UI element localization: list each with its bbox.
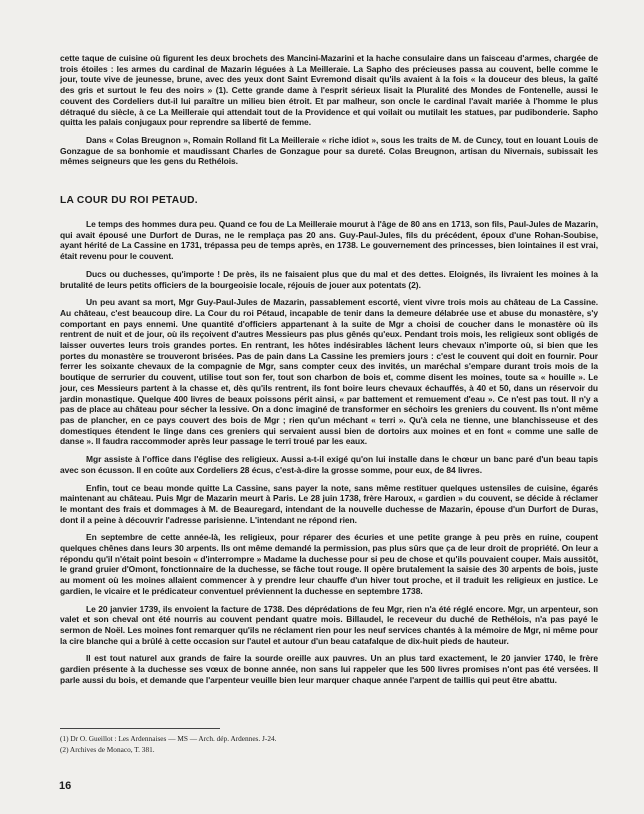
paragraph: Dans « Colas Breugnon », Romain Rolland fit La Meilleraie « riche idiot », sous les traits de M. de Cuncy, tout en louant Louis de Gonzague de sa bonhomie et maudissant Charles de Gonzague pour sa dureté. Colas Breugnon, artisan du Nivernais, subissait les mêmes seigneurs que les gens du Rethélois.	[60, 134, 598, 167]
paragraph: cette taque de cuisine où figurent les deux brochets des Mancini-Mazarini et la hache consulaire dans un faisceau d'armes, chargée de trois étoiles : les armes du cardinal de Mazarin léguées à La Meilleraie. La Sapho des précieuses passa au couvent, belle comme le jour, toute vive de jeunesse, brune, avec des yeux dont Saint Evremond disait qu'ils avaient à la fois « la douceur des bleus, la gaîté des gris et surtout le feu des noirs » (1). Cette grande dame à l'esprit sérieux lisait la Pluralité des Mondes de Fontenelle, aussi le couvent des Cordeliers dut-il lui paraître un milieu bien étroit. Et par malheur, son oncle le cardinal l'avait mariée à l'homme le plus détraqué du siècle, à ce La Meilleraie qui attendait tout de la Providence et qui voilait ou mutilait les statues, par pudibonderie. Sapho quitta les palais conjugaux pour reprendre sa liberté de femme.	[60, 53, 598, 128]
footnote: (2) Archives de Monaco, T. 381.	[60, 744, 155, 754]
paragraph: Il est tout naturel aux grands de faire la sourde oreille aux pauvres. Un an plus tard exactement, le 20 janvier 1740, le frère gardien présente à la duchesse ses vœux de bonne année, non sans lui rappeler que les 500 livres promises n'ont pas été versées. Il parle aussi du bois, et demande que l'arpenteur veuille bien leur marquer chaque année l'arpent de taillis qui peut être abattu.	[60, 653, 598, 685]
section-title: LA COUR DU ROI PETAUD.	[60, 195, 198, 207]
paragraph: Mgr assiste à l'office dans l'église des religieux. Aussi a-t-il exigé qu'on lui installe dans le chœur un banc paré d'un beau tapis avec son écusson. Il en coûte aux Cordeliers 28 écus, c'est-à-dire la grosse somme, pour eux, de 84 livres.	[60, 454, 598, 475]
footnote-divider	[60, 728, 220, 729]
paragraph: Ducs ou duchesses, qu'importe ! De près, ils ne faisaient plus que du mal et des dettes. Eloignés, ils livraient les moines à la brutalité de leurs petits officiers de la bourgeoisie locale, réjouis de jouer aux potentats (2).	[60, 268, 598, 290]
paragraph: En septembre de cette année-là, les religieux, pour réparer des écuries et une petite grange à peu près en ruine, coupent quelques chênes dans leurs 30 arpents. Ils ont même demandé la permission, pas plus sûrs que ça de leur droit de propriété. On leur a répondu qu'il n'était point besoin « d'interrompre » Madame la duchesse pour si peu de chose et qu'ils pouvaient couper. Mais aussitôt, le grand gruier d'Omont, fonctionnaire de la duchesse, se fâche tout rouge. Il opère brutalement la saisie des 30 arpents de bois, juste au moment où les moines allaient commencer à y prendre leur chauffe d'un hiver tout proche, et il traduit les religieux en justice. Le gardien, le vicaire et le prédicateur conventuel préviennent la duchesse en septembre 1738.	[60, 532, 598, 596]
paragraph: Enfin, tout ce beau monde quitte La Cassine, sans payer la note, sans même restituer quelques ustensiles de cuisine, égarés maintenant au château. Puis Mgr de Mazarin meurt à Paris. Le 28 juin 1738, frère Haroux, « gardien » du couvent, se décide à réclamer le montant des frais et dommages à M. de Beauregard, intendant de la nouvelle duchesse de Mazarin, épouse d'un Durfort de Duras, dont il a peine à découvrir l'adresse parisienne. L'intendant ne répond rien.	[60, 482, 598, 525]
paragraph: Le temps des hommes dura peu. Quand ce fou de La Meilleraie mourut à l'âge de 80 ans en 1713, son fils, Paul-Jules de Mazarin, qui avait épousé une Durfort de Duras, ne le remplaça pas 20 ans. Guy-Paul-Jules, fils du précédent, époux d'une Rohan-Soubise, ayant hérité de La Cassine en 1731, trépassa peu de temps après, en 1738. Le gouvernement des princesses, bien lointaines il est vrai, était revenu pour le couvent.	[60, 219, 598, 262]
paragraph: Le 20 janvier 1739, ils envoient la facture de 1738. Des déprédations de feu Mgr, rien n'a été réglé encore. Mgr, un arpenteur, son valet et son cheval ont été nourris au couvent pendant quatre mois. Billaudel, le receveur du duché de Rethélois, n'a pas payé le sermon de Noël. Les moines font remarquer qu'ils ne réclament rien pour les neuf services chantés à la mémoire de Mgr, ni même pour la cire blanche qui a brûlé à cette occasion sur l'autel et autour d'un beau catafalque de dix-huit pieds de hauteur.	[60, 603, 598, 646]
footnotes	[60, 734, 360, 755]
footnote: (1) Dr O. Gueillot : Les Ardennaises — MS — Arch. dép. Ardennes. J-24.	[60, 734, 277, 743]
page-number: 16	[59, 780, 72, 792]
paragraph: Un peu avant sa mort, Mgr Guy-Paul-Jules de Mazarin, passablement escorté, vient vivre trois mois au château de La Cassine. Au château, c'est beaucoup dire. La Cour du roi Pétaud, incapable de tenir dans la demeure délabrée use et abuse du monastère, s'y comportant en pays ennemi. Une quantité d'officiers appartenant à la suite de Mgr a choisi de coucher dans le monastère où ils rentrent de nuit et de jour, où ils reçoivent d'autres Messieurs pas plus gênés qu'eux. Pendant trois mois, les religieux sont obligés de laisser ouvertes leurs trois grandes portes. En rentrant, les hôtes indésirables lâchent leurs chevaux n'importe où, si bien que les portes du monastère se trouveront brisées. Pas de pain dans La Cassine les premiers jours : c'est le couvent qui doit en fournir. Pour ferrer les soixante chevaux de la compagnie de Mgr, sans compter ceux des invités, un maréchal s'empare durant trois mois de la boutique de serrurier du couvent, utilise tout son fer, tout son charbon de bois et, comme disent les moines, toute sa « houille ». Le jour, ces Messieurs partent à la chasse et, dès qu'ils rentrent, ils font boire leurs chevaux échauffés, à 40 et 50, dans un réservoir du jardin monastique. Quelque 400 livres de beaux poissons périt ainsi, « par battement et remuement d'eau ». Ce n'est pas tout. Il n'y a pas de place au château pour sécher la lessive. On a donc imaginé de transformer en séchoirs les greniers du couvent. Ils n'ont même pas de plancher, en ce pays couvert des bois de Mgr ; rien qu'un méchant « terri ». Qu'à cela ne tienne, une blanchisseuse et des domestiques étendent le linge dans ces greniers qui servaient aussi bien de dortoirs aux moines et en font « comme une salle de danse ». Il faudra raccommoder après leur passage le terri troué par les eaux.	[60, 297, 598, 447]
main-text	[60, 53, 598, 692]
